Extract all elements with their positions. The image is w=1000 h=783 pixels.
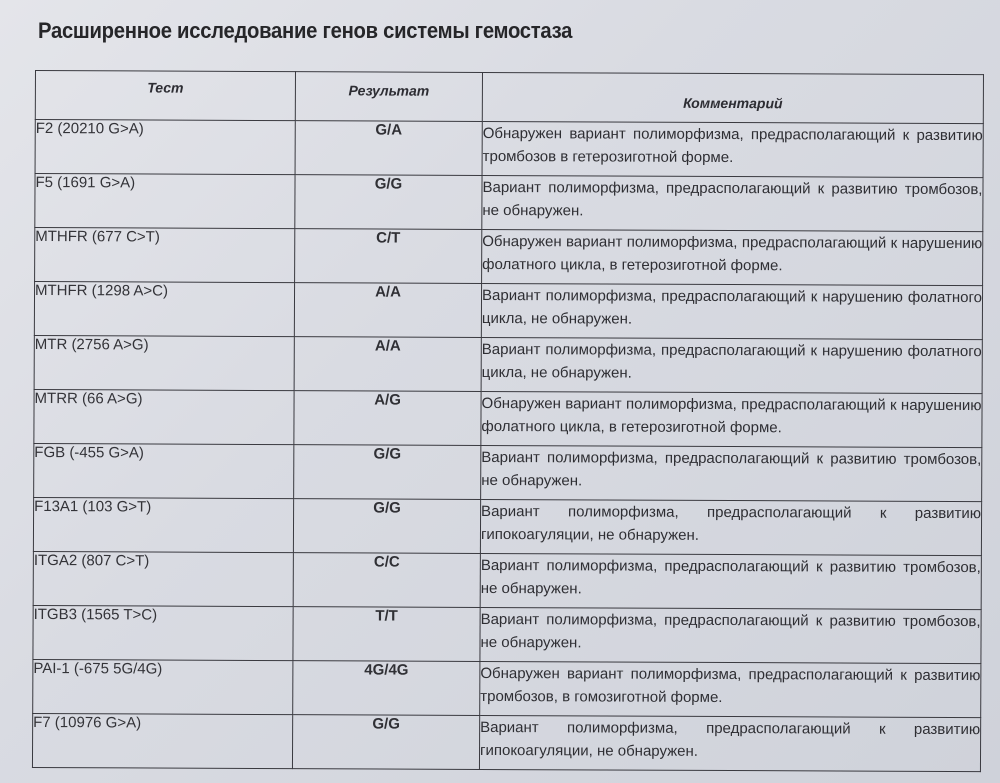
test-result: G/A: [295, 121, 482, 176]
test-result: A/G: [294, 391, 481, 446]
header-comment: Комментарий: [482, 72, 983, 123]
table-row: [34, 389, 982, 447]
test-name: ITGA2 (807 C>T): [33, 551, 293, 606]
test-result: G/G: [292, 715, 479, 770]
test-name: MTHFR (677 C>T): [35, 228, 295, 283]
table-row: [35, 228, 983, 286]
test-comment: Вариант полиморфизма, предрасполагающий к развитию тромбозов, не обнаружен.: [480, 607, 981, 663]
test-name: PAI-1 (-675 5G/4G): [33, 659, 293, 714]
test-result: A/A: [294, 283, 481, 338]
test-result: A/A: [294, 337, 481, 392]
test-result: G/G: [294, 445, 481, 500]
table-row: [34, 335, 982, 393]
test-result: C/T: [295, 229, 482, 284]
test-comment: Обнаружен вариант полиморфизма, предрасполагающий к развитию тромбозов, в гомозиготной форме.: [480, 661, 981, 717]
table-row: [33, 551, 981, 609]
table-row: [34, 282, 982, 340]
test-result: T/T: [293, 607, 480, 662]
test-comment: Обнаружен вариант полиморфизма, предрасполагающий к развитию тромбозов в гетерозиготной форме.: [482, 121, 983, 177]
test-name: F7 (10976 G>A): [32, 713, 292, 768]
test-name: ITGB3 (1565 T>C): [33, 605, 293, 660]
header-test: Тест: [35, 71, 295, 121]
test-comment: Обнаружен вариант полиморфизма, предрасполагающий к нарушению фолатного цикла, в гетерозиготной форме.: [482, 229, 983, 285]
test-name: MTR (2756 A>G): [34, 335, 294, 390]
table-row: [35, 174, 983, 232]
test-name: FGB (-455 G>A): [34, 443, 294, 498]
test-result: G/G: [293, 499, 480, 554]
table-row: [34, 443, 982, 501]
test-name: MTRR (66 A>G): [34, 389, 294, 444]
test-name: F13A1 (103 G>T): [33, 497, 293, 552]
table-row: [33, 659, 981, 717]
document-title: Расширенное исследование генов системы гемостаза: [38, 18, 573, 43]
test-comment: Вариант полиморфизма, предрасполагающий к нарушению фолатного цикла, не обнаружен.: [481, 283, 982, 339]
test-name: F5 (1691 G>A): [35, 174, 295, 229]
test-comment: Вариант полиморфизма, предрасполагающий к нарушению фолатного цикла, не обнаружен.: [481, 337, 982, 393]
test-name: F2 (20210 G>A): [35, 120, 295, 175]
test-result: 4G/4G: [293, 661, 480, 716]
table-row: [33, 605, 981, 663]
test-result: C/C: [293, 553, 480, 608]
test-name: MTHFR (1298 A>C): [34, 282, 294, 337]
table-row: [33, 497, 981, 555]
test-comment: Вариант полиморфизма, предрасполагающий к развитию гипокоагуляции, не обнаружен.: [480, 499, 981, 555]
test-comment: Вариант полиморфизма, предрасполагающий к развитию тромбозов, не обнаружен.: [481, 445, 982, 501]
header-result: Результат: [295, 72, 482, 122]
test-comment: Вариант полиморфизма, предрасполагающий к развитию тромбозов, не обнаружен.: [482, 175, 983, 231]
table-header-row: [35, 71, 983, 124]
test-comment: Вариант полиморфизма, предрасполагающий к развитию гипокоагуляции, не обнаружен.: [479, 715, 980, 771]
genetic-results-table: [32, 70, 984, 772]
table-row: [35, 120, 983, 178]
table-row: [32, 713, 980, 771]
test-comment: Вариант полиморфизма, предрасполагающий к развитию тромбозов, не обнаружен.: [480, 553, 981, 609]
test-comment: Обнаружен вариант полиморфизма, предрасполагающий к нарушению фолатного цикла, в гетерозиготной форме.: [481, 391, 982, 447]
test-result: G/G: [295, 175, 482, 230]
